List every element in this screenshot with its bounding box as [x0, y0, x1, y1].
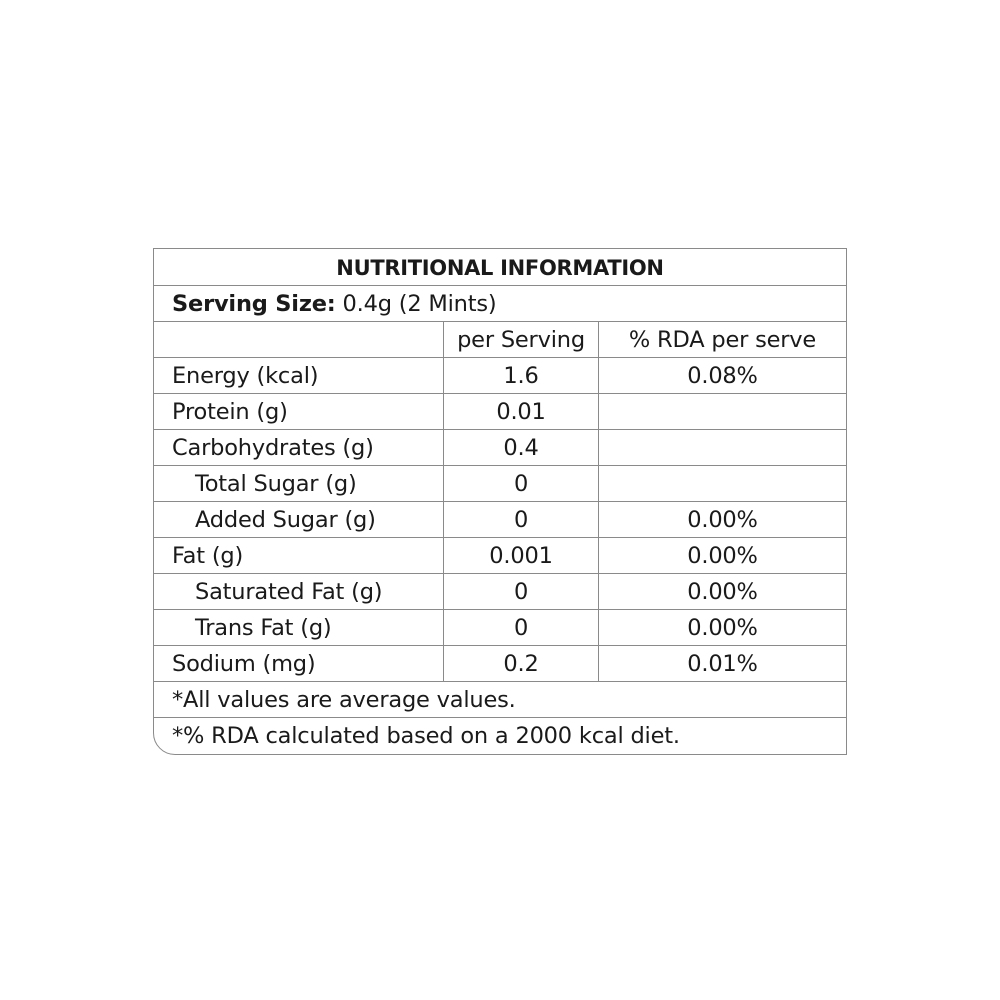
nutrient-name: Trans Fat (g)	[154, 610, 444, 645]
table-row	[154, 358, 846, 394]
per-serving-value: 0.01	[444, 394, 599, 429]
nutrient-name: Fat (g)	[154, 538, 444, 573]
nutrient-name: Added Sugar (g)	[154, 502, 444, 537]
table-row	[154, 610, 846, 646]
footnote-rda-basis: *% RDA calculated based on a 2000 kcal diet.	[172, 723, 680, 749]
table-row	[154, 646, 846, 682]
rda-value	[599, 430, 846, 465]
rda-value: 0.00%	[687, 615, 758, 641]
nutrient-name: Saturated Fat (g)	[154, 574, 444, 609]
rda-value: 0.00%	[687, 507, 758, 533]
per-serving-value: 0.001	[444, 538, 599, 573]
rda-value: 0.01%	[687, 651, 758, 677]
per-serving-value: 0.4	[444, 430, 599, 465]
rda-value	[599, 394, 846, 429]
rda-value: 0.08%	[687, 363, 758, 389]
serving-size-value: 0.4g (2 Mints)	[335, 291, 497, 317]
nutrient-name: Total Sugar (g)	[154, 466, 444, 501]
column-header-row	[154, 322, 846, 358]
nutrient-name: Carbohydrates (g)	[154, 430, 444, 465]
per-serving-value: 1.6	[444, 358, 599, 393]
table-row	[154, 466, 846, 502]
footnote-average-values: *All values are average values.	[154, 682, 846, 718]
panel-title: NUTRITIONAL INFORMATION	[154, 249, 846, 286]
rda-value	[599, 466, 846, 501]
nutrient-name: Protein (g)	[154, 394, 444, 429]
table-row	[154, 502, 846, 538]
table-row	[154, 574, 846, 610]
rda-column-header: % RDA per serve	[628, 327, 817, 353]
per-serving-column-header: per Serving	[444, 322, 599, 357]
table-row	[154, 538, 846, 574]
serving-size-label: Serving Size:	[172, 291, 336, 317]
serving-size-row	[154, 286, 846, 322]
rda-value: 0.00%	[687, 543, 758, 569]
per-serving-value: 0	[444, 502, 599, 537]
per-serving-value: 0	[444, 466, 599, 501]
per-serving-value: 0.2	[444, 646, 599, 681]
nutrient-name: Sodium (mg)	[154, 646, 444, 681]
table-row	[154, 394, 846, 430]
nutrition-facts-panel	[153, 248, 847, 755]
per-serving-value: 0	[444, 574, 599, 609]
rda-value: 0.00%	[687, 579, 758, 605]
table-row	[154, 430, 846, 466]
per-serving-value: 0	[444, 610, 599, 645]
nutrient-column-header	[154, 322, 444, 357]
nutrient-name: Energy (kcal)	[154, 358, 444, 393]
